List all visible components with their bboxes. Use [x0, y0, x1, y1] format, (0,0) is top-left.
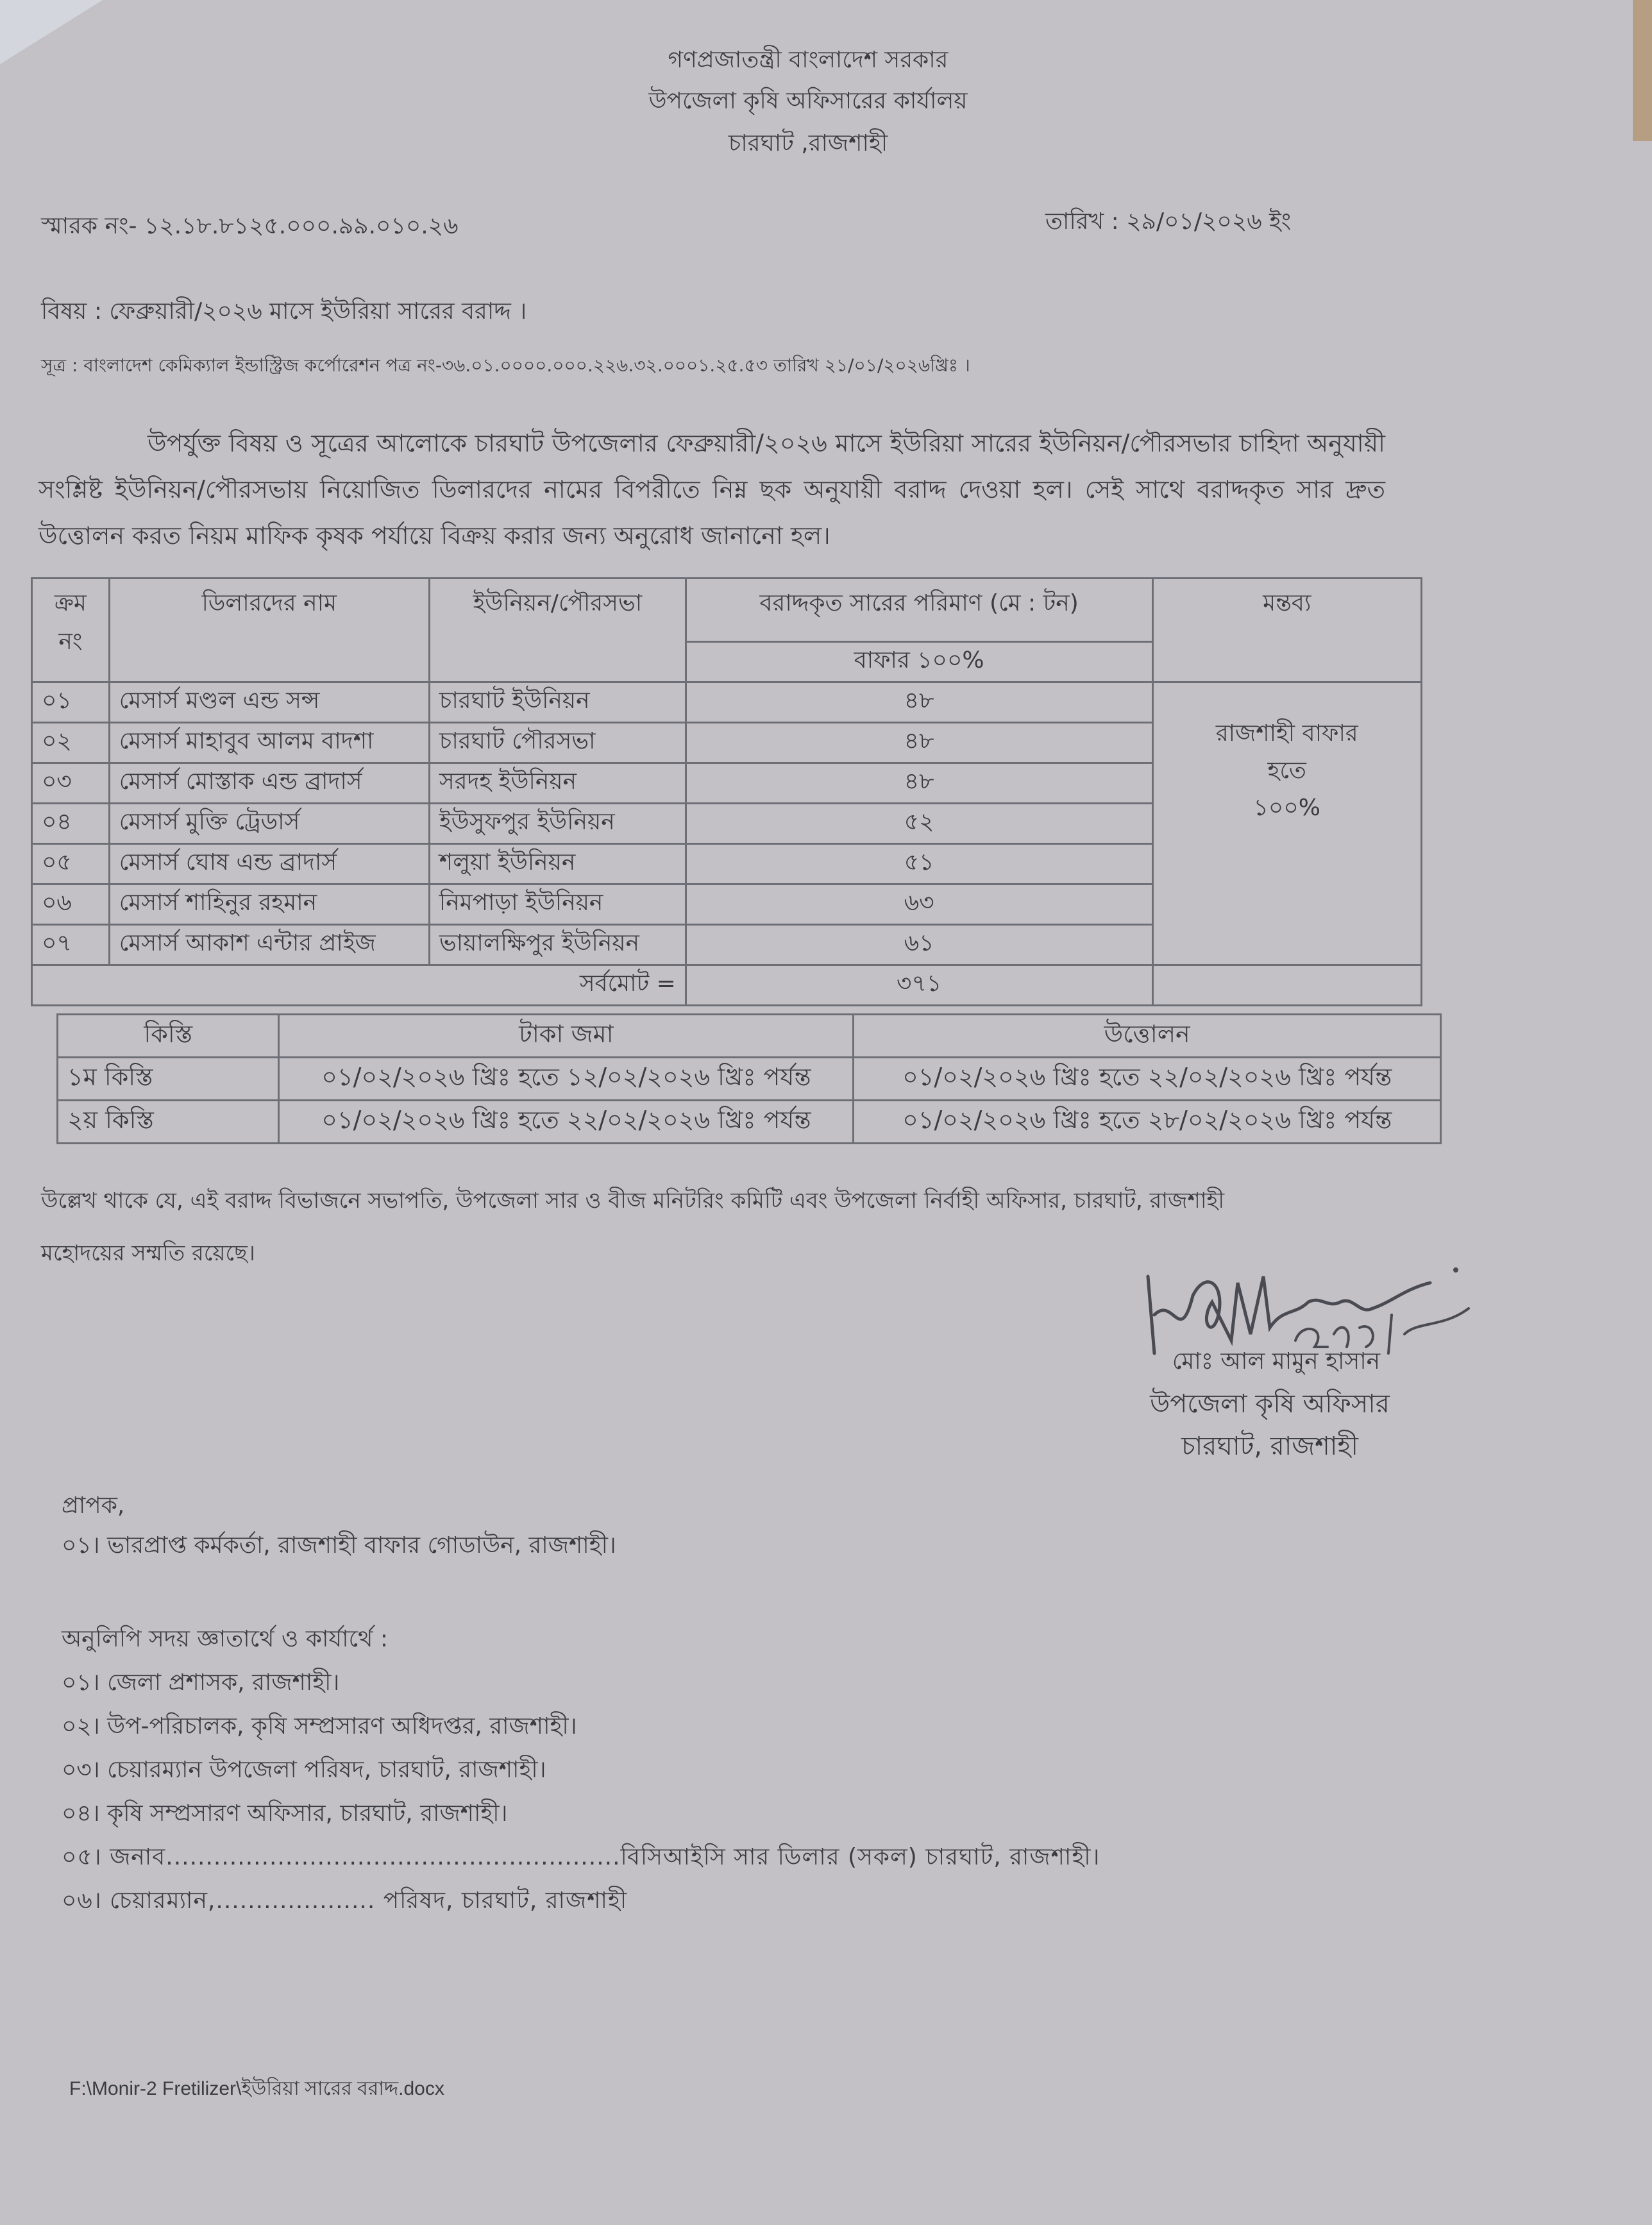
- allocation-table: [31, 577, 1422, 1006]
- cell-remarks: [1152, 682, 1422, 965]
- table-row: [32, 682, 1422, 723]
- header-quantity-sub: বাফার ১০০%: [686, 642, 1152, 682]
- table-row: [58, 1058, 1441, 1101]
- subject-line: বিষয় : ফেব্রুয়ারী/২০২৬ মাসে ইউরিয়া সারের বরাদ্দ ।: [41, 298, 527, 325]
- memo-date: তারিখ : ২৯/০১/২০২৬ ইং: [1045, 208, 1292, 235]
- cell-serial: ০৭: [32, 925, 110, 965]
- copies-item: ০১। জেলা প্রশাসক, রাজশাহী।: [62, 1670, 340, 1696]
- cell-dealer: মেসার্স মোস্তাক এন্ড ব্রাদার্স: [109, 763, 429, 804]
- cell-deposit: ০১/০২/২০২৬ খ্রিঃ হতে ১২/০২/২০২৬ খ্রিঃ পর্যন্ত: [279, 1058, 854, 1101]
- signatory-name: মোঃ আল মামুন হাসান: [1172, 1348, 1381, 1375]
- header-quantity: বরাদ্দকৃত সারের পরিমাণ (মে : টন): [686, 579, 1152, 642]
- cell-installment: ১ম কিস্তি: [58, 1058, 279, 1101]
- header-serial: ক্রম নং: [32, 579, 110, 682]
- cell-union: শলুয়া ইউনিয়ন: [429, 844, 686, 884]
- cell-deposit: ০১/০২/২০২৬ খ্রিঃ হতে ২২/০২/২০২৬ খ্রিঃ পর্যন্ত: [279, 1101, 854, 1144]
- cell-lifting: ০১/০২/২০২৬ খ্রিঃ হতে ২২/০২/২০২৬ খ্রিঃ পর্যন্ত: [854, 1058, 1441, 1101]
- cell-quantity: ৪৮: [686, 682, 1152, 723]
- cell-dealer: মেসার্স শাহিনুর রহমান: [109, 884, 429, 925]
- signatory-designation: উপজেলা কৃষি অফিসার: [1150, 1389, 1390, 1419]
- total-remarks-empty: [1152, 965, 1422, 1006]
- cell-quantity: ৪৮: [686, 763, 1152, 804]
- cell-union: ইউসুফপুর ইউনিয়ন: [429, 804, 686, 844]
- footer-file-path: F:\Monir-2 Fretilizer\ইউরিয়া সারের বরাদ্দ.docx: [69, 2078, 444, 2099]
- cell-dealer: মেসার্স ঘোষ এন্ড ব্রাদার্স: [109, 844, 429, 884]
- remarks-line: ১০০%: [1253, 795, 1320, 821]
- cell-quantity: ৪৮: [686, 723, 1152, 763]
- total-value: ৩৭১: [686, 965, 1152, 1006]
- cell-dealer: মেসার্স আকাশ এন্টার প্রাইজ: [109, 925, 429, 965]
- cell-serial: ০৪: [32, 804, 110, 844]
- cell-dealer: মেসার্স মণ্ডল এন্ড সন্স: [109, 682, 429, 723]
- cell-quantity: ৫২: [686, 804, 1152, 844]
- cell-serial: ০৬: [32, 884, 110, 925]
- total-label: সর্বমোট =: [32, 965, 686, 1006]
- reference-line: সূত্র : বাংলাদেশ কেমিক্যাল ইন্ডাস্ট্রিজ কর্পোরেশন পত্র নং-৩৬.০১.০০০০.০০০.২২৬.৩২.০০০১.২৫.৫৩ তারিখ ২১/০১/২০২৬খ্রিঃ ।: [41, 355, 970, 376]
- schedule-table: [56, 1013, 1442, 1144]
- header-installment: কিস্তি: [58, 1015, 279, 1058]
- header-office: উপজেলা কৃষি অফিসারের কার্যালয়: [648, 88, 968, 114]
- signatory-location: চারঘাট, রাজশাহী: [1181, 1432, 1358, 1461]
- table-row: [58, 1101, 1441, 1144]
- copies-item: ০৩। চেয়ারম্যান উপজেলা পরিষদ, চারঘাট, রাজশাহী।: [62, 1757, 546, 1783]
- header-location: চারঘাট ,রাজশাহী: [728, 130, 888, 157]
- cell-installment: ২য় কিস্তি: [58, 1101, 279, 1144]
- cell-union: ভায়ালক্ষিপুর ইউনিয়ন: [429, 925, 686, 965]
- header-dealer-name: ডিলারদের নাম: [109, 579, 429, 682]
- cell-serial: ০৩: [32, 763, 110, 804]
- cell-lifting: ০১/০২/২০২৬ খ্রিঃ হতে ২৮/০২/২০২৬ খ্রিঃ পর্যন্ত: [854, 1101, 1441, 1144]
- cell-quantity: ৫১: [686, 844, 1152, 884]
- header-remarks: মন্তব্য: [1152, 579, 1422, 682]
- cell-dealer: মেসার্স মুক্তি ট্রেডার্স: [109, 804, 429, 844]
- cell-union: চারঘাট পৌরসভা: [429, 723, 686, 763]
- cell-union: চারঘাট ইউনিয়ন: [429, 682, 686, 723]
- header-government: গণপ্রজাতন্ত্রী বাংলাদেশ সরকার: [668, 47, 948, 73]
- header-deposit: টাকা জমা: [279, 1015, 854, 1058]
- cell-dealer: মেসার্স মাহাবুব আলম বাদশা: [109, 723, 429, 763]
- cell-quantity: ৬১: [686, 925, 1152, 965]
- cell-quantity: ৬৩: [686, 884, 1152, 925]
- cell-serial: ০৫: [32, 844, 110, 884]
- remarks-line: হতে: [1267, 757, 1306, 784]
- copies-item: ০৬। চেয়ারম্যান,.................... পরিষদ, চারঘাট, রাজশাহী: [62, 1888, 628, 1914]
- cell-serial: ০২: [32, 723, 110, 763]
- cell-serial: ০১: [32, 682, 110, 723]
- cell-union: নিমপাড়া ইউনিয়ন: [429, 884, 686, 925]
- body-paragraph: উপর্যুক্ত বিষয় ও সূত্রের আলোকে চারঘাট উপজেলার ফেব্রুয়ারী/২০২৬ মাসে ইউরিয়া সারের ইউনিয়ন/পৌরসভার চাহিদা অনুযায়ী সংশ্লিষ্ট ইউনিয়ন/পৌরসভায় নিয়োজিত ডিলারদের নামের বিপরীতে নিম্ন ছক অনুযায়ী বরাদ্দ দেওয়া হল। সেই সাথে বরাদ্দকৃত সার দ্রুত উত্তোলন করত নিয়ম মাফিক কৃষক পর্যায়ে বিক্রয় করার জন্য অনুরোধ জানানো হল।: [38, 429, 1385, 550]
- memo-number: স্মারক নং- ১২.১৮.৮১২৫.০০০.৯৯.০১০.২৬: [41, 213, 459, 239]
- copies-item: ০৪। কৃষি সম্প্রসারণ অফিসার, চারঘাট, রাজশাহী।: [62, 1800, 508, 1827]
- remarks-line: রাজশাহী বাফার: [1215, 720, 1358, 747]
- header-lifting: উত্তোলন: [854, 1015, 1441, 1058]
- cell-union: সরদহ ইউনিয়ন: [429, 763, 686, 804]
- copies-label: অনুলিপি সদয় জ্ঞাতার্থে ও কার্যার্থে :: [62, 1626, 388, 1652]
- copies-item: ০২। উপ-পরিচালক, কৃষি সম্প্রসারণ অধিদপ্তর, রাজশাহী।: [62, 1713, 577, 1739]
- signature-block: [1122, 1341, 1417, 1468]
- recipient-item: ০১। ভারপ্রাপ্ত কর্মকর্তা, রাজশাহী বাফার গোডাউন, রাজশাহী।: [62, 1532, 616, 1559]
- recipient-label: প্রাপক,: [62, 1493, 125, 1519]
- note-line-1: উল্লেখ থাকে যে, এই বরাদ্দ বিভাজনে সভাপতি, উপজেলা সার ও বীজ মনিটরিং কমিটি এবং উপজেলা নির্বাহী অফিসার, চারঘাট, রাজশাহী: [41, 1188, 1225, 1214]
- header-union: ইউনিয়ন/পৌরসভা: [429, 579, 686, 682]
- note-line-2: মহোদয়ের সম্মতি রয়েছে।: [41, 1240, 255, 1266]
- total-row: [32, 965, 1422, 1006]
- copies-item: ০৫। জনাব.........................................................বিসিআইসি সার ডিলার (সকল) চারঘাট, রাজশাহী।: [62, 1844, 1100, 1870]
